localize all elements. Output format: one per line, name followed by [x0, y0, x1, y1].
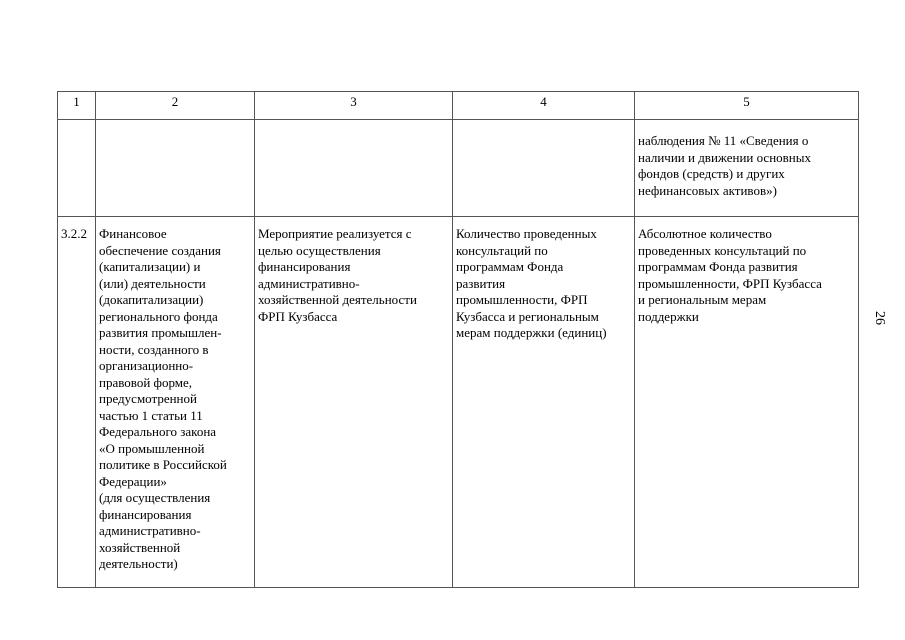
- row-cell-2: [96, 217, 255, 588]
- table-row: [58, 217, 859, 588]
- header-col-5: 5: [635, 92, 859, 120]
- page-number: 26: [872, 311, 887, 325]
- continuation-cell-1: [58, 120, 96, 217]
- row-cell-3: [255, 217, 453, 588]
- continuation-cell-5: [635, 120, 859, 217]
- row-cell-4: [453, 217, 635, 588]
- activity-purpose: Мероприятие реализуется с целью осуществления финансирования административно- хозяйственной деятельности ФРП Кузбасса: [258, 226, 417, 324]
- continuation-cell-4: [453, 120, 635, 217]
- header-col-4: 4: [453, 92, 635, 120]
- activity-description: Финансовое обеспечение создания (капитализации) и (или) деятельности (докапитализации) регионального фонда развития промышлен- ности, созданного в организационно- правовой форме, предусмотренной частью 1 статьи 11 Федерального закона «О промышленной политике в Российской Федерации» (для осуществления финансирования административно- хозяйственной деятельности): [99, 226, 227, 571]
- row-number-text: 3.2.2: [61, 226, 87, 241]
- indicator-method: Абсолютное количество проведенных консультаций по программам Фонда развития промышленности, ФРП Кузбасса и региональным мерам поддержки: [638, 226, 822, 324]
- continuation-text: наблюдения № 11 «Сведения о наличии и движении основных фондов (средств) и других нефинансовых активов»): [638, 133, 811, 198]
- header-row: [58, 92, 859, 120]
- indicator-table: [57, 91, 859, 588]
- header-col-2: 2: [96, 92, 255, 120]
- row-cell-5: [635, 217, 859, 588]
- header-col-3: 3: [255, 92, 453, 120]
- continuation-cell-3: [255, 120, 453, 217]
- header-col-1: 1: [58, 92, 96, 120]
- row-number: [58, 217, 96, 588]
- indicator-name: Количество проведенных консультаций по программам Фонда развития промышленности, ФРП Кузбасса и региональным мерам поддержки (единиц): [456, 226, 607, 340]
- continuation-row: [58, 120, 859, 217]
- continuation-cell-2: [96, 120, 255, 217]
